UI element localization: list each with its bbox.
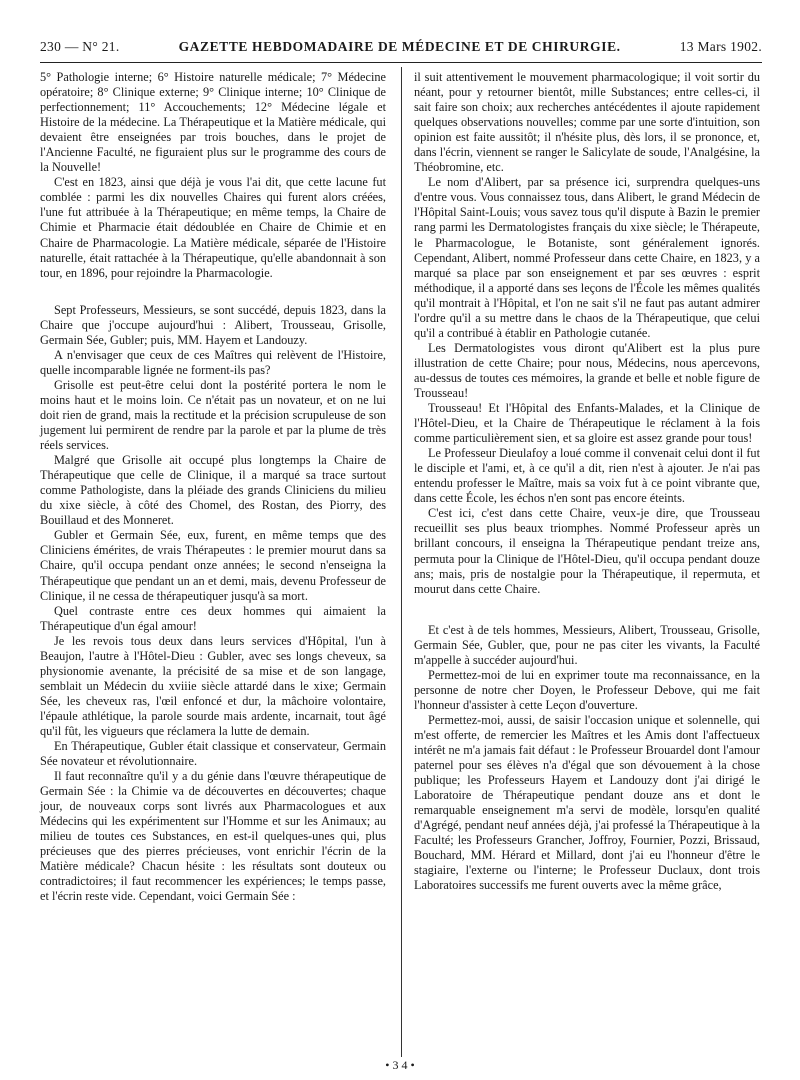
paragraph: En Thérapeutique, Gubler était classique et conservateur, Germain Sée novateur et révolutionnaire. — [40, 739, 386, 769]
header-title: GAZETTE HEBDOMADAIRE DE MÉDECINE ET DE CHIRURGIE. — [178, 39, 621, 54]
page-number: • 3 4 • — [385, 1058, 415, 1072]
paragraph: Les Dermatologistes vous diront qu'Alibert est la plus pure illustration de cette Chaire; pour nous, Médecins, nous apercevons, au-dessus de toutes ces mémoires, la grande et belle et noble figure de Trousseau! — [414, 340, 760, 400]
header-rule — [40, 62, 762, 63]
paragraph: Quel contraste entre ces deux hommes qui aimaient la Thérapeutique d'un égal amour! — [40, 603, 386, 633]
paragraph: Grisolle est peut-être celui dont la postérité portera le nom le moins haut et le moins loin. Ce n'était pas un novateur, et on ne lui doit rien de grand, mais la rectitude et la précision scrupuleuse de son jugement lui permirent de rendre par la parole et par la plume de très réels services. — [40, 377, 386, 453]
paragraph: Le nom d'Alibert, par sa présence ici, surprendra quelques-uns d'entre vous. Vous connaissez tous, dans Alibert, le grand Médecin de l'Hôpital Saint-Louis; vous savez tous qu'il dispute à Bazin le premier rang parmi les Dermatologistes français du xixe siècle; le Thérapeute, le Pharmacologue, le Botaniste, sont généralement ignorés. Cependant, Alibert, nommé Professeur dans cette Chaire, en 1823, y a marqué sa place par son enseignement et par ses œuvres : esprit méthodique, il a apporté dans ses leçons de l'École les mêmes qualités qu'il montrait à l'Hôpital, et l'on ne sait s'il ne faut pas autant admirer l'ordre qu'il a su mettre dans le chaos de la Thérapeutique, que celui qu'il a contribué à établir en Pathologie cutanée. — [414, 175, 760, 340]
paragraph: C'est en 1823, ainsi que déjà je vous l'ai dit, que cette lacune fut comblée : parmi les dix nouvelles Chaires qui furent alors créées, l'une fut attribuée à la Thérapeutique; en même temps, la Chaire de Chimie et Pharmacie était dédoublée en Chaire de Chimie et en Chaire de Pharmacologie. La Matière médicale, séparée de l'Histoire naturelle, était rattachée à la Thérapeutique, qu'elle abandonnait à son tour, en 1896, pour rejoindre la Pharmacologie. — [40, 175, 386, 280]
paragraph: Trousseau! Et l'Hôpital des Enfants-Malades, et la Clinique de l'Hôtel-Dieu, et la Chaire de Thérapeutique le réclament à la fois comme particulièrement sien, et sa gloire est assez grande pour tous! — [414, 401, 760, 446]
column-divider — [401, 67, 402, 1057]
paragraph: Et c'est à de tels hommes, Messieurs, Alibert, Trousseau, Grisolle, Germain Sée, Gubler, que, pour ne pas citer les vivants, la Faculté m'appelle à succéder aujourd'hui. — [414, 622, 760, 667]
header-page: 230 — N° 21. — [40, 39, 120, 54]
paragraph: 5° Pathologie interne; 6° Histoire naturelle médicale; 7° Médecine opératoire; 8° Clinique externe; 9° Clinique interne; 10° Clinique de perfectionnement; 11° Accouchements; 12° Médecine légale et Histoire de la médecine. La Thérapeutique et la Matière médicale, qui devaient être enseignées par trois bouches, dans le projet de l'Ancienne Faculté, ne figuraient plus sur le programme des cours de la Nouvelle! — [40, 70, 386, 175]
paragraph: il suit attentivement le mouvement pharmacologique; il voit sortir du néant, pour y retourner bientôt, mille Substances; entre celles-ci, il sait faire son choix; aux recherches antécédentes il ajoute rapidement quelques observations nouvelles; comme par une sorte d'intuition, son opinion est faite aussitôt; il n'hésite plus, dès lors, il se prononce, et, dans l'écrin, viennent se ranger le Salicylate de soude, l'Analgésine, la Théobromine, etc. — [414, 70, 760, 175]
paragraph: Permettez-moi de lui en exprimer toute ma reconnaissance, en la personne de notre cher Doyen, le Professeur Debove, qui me fait l'honneur d'assister à cette Leçon d'ouverture. — [414, 667, 760, 712]
paragraph: Malgré que Grisolle ait occupé plus longtemps la Chaire de Thérapeutique que celle de Clinique, il a marqué sa trace surtout comme Pathologiste, dans la pléiade des grands Cliniciens du milieu du xixe siècle, à côté des Chomel, des Rostan, des Piorry, des Bouillaud et des Monneret. — [40, 453, 386, 528]
paragraph: C'est ici, c'est dans cette Chaire, veux-je dire, que Trousseau recueillit ses plus beaux triomphes. Nommé Professeur après un brillant concours, il enseigna la Thérapeutique pendant treize ans, permuta pour la Clinique de l'Hôtel-Dieu, qu'il occupa pendant douze ans; mais, pris de nostalgie pour la Thérapeutique, il repermuta, et mourut dans cette Chaire. — [414, 506, 760, 596]
header-date: 13 Mars 1902. — [679, 39, 762, 54]
paragraph: Je les revois tous deux dans leurs services d'Hôpital, l'un à Beaujon, l'autre à l'Hôtel-Dieu : Gubler, avec ses longs cheveux, sa physionomie avenante, la précisité de sa mise et de son langage, semblait un Médecin du xviiie siècle attardé dans le xixe; Germain Sée, les cheveux ras, l'œil enfoncé et dur, la mâchoire volontaire, l'épaule athlétique, la parole sourde mais ardente, incarnait, tout âgé qu'il fût, les vigueurs que réclamera la lutte de demain. — [40, 633, 386, 738]
right-column — [414, 70, 760, 893]
paragraph: Sept Professeurs, Messieurs, se sont succédé, depuis 1823, dans la Chaire que j'occupe aujourd'hui : Alibert, Trousseau, Grisolle, Germain Sée, Gubler; puis, MM. Hayem et Landouzy. — [40, 302, 386, 347]
running-header — [40, 39, 762, 61]
paragraph: Le Professeur Dieulafoy a loué comme il convenait celui dont il fut le disciple et l'ami, et, à ce qu'il a dit, rien n'est à ajouter. Je n'ai pas entendu professer le Maître, mais sa voix fut à ce point vibrante que, dans cette École, les échos n'en sont pas encore éteints. — [414, 446, 760, 506]
paragraph: Gubler et Germain Sée, eux, furent, en même temps que des Cliniciens émérites, de vrais Thérapeutes : le premier mourut dans sa Chaire, qu'il occupa pendant onze années; le second n'enseigna la Thérapeutique que pendant un an et demi, mais, devenu Professeur de Clinique, il ne cessa de thérapeutiquer jusqu'à sa mort. — [40, 528, 386, 603]
paragraph: Permettez-moi, aussi, de saisir l'occasion unique et solennelle, qui m'est offerte, de remercier les Maîtres et les Amis dont l'affectueux intérêt ne m'a jamais fait défaut : le Professeur Brouardel dont l'amour paternel pour ses élèves n'a d'égal que son dévouement à la chose publique; les Professeurs Hayem et Landouzy dont j'ai dirigé le Laboratoire de Thérapeutique pendant douze ans et dont le remarquable enseignement m'a servi de modèle, lorsqu'en qualité d'Agrégé, pendant neuf années déjà, j'ai professé la Thérapeutique à la Faculté; les Professeurs Grancher, Joffroy, Fournier, Pozzi, Brissaud, Bouchard, MM. Hérard et Millard, dont j'ai eu l'honneur d'être le stagiaire, l'externe ou l'interne; le Professeur Duclaux, dont trois Laboratoires successifs me furent ouverts avec la même grâce, — [414, 712, 760, 893]
paragraph: Il faut reconnaître qu'il y a du génie dans l'œuvre thérapeutique de Germain Sée : la Chimie va de découvertes en découvertes; chaque jour, de nouveaux corps sont livrés aux Pharmacologues et aux Médecins qui les expérimentent sur l'Homme et sur les Animaux; au milieu de toutes ces Substances, en est-il quelques-unes qui, plus précieuses que des pierres précieuses, vont enrichir l'écrin de la Matière médicale? Chacun hésite : les résultats sont douteux ou contradictoires; il faut recommencer les expériences; le temps passe, et l'écrin reste vide. Cependant, voici Germain Sée : — [40, 769, 386, 904]
paragraph: A n'envisager que ceux de ces Maîtres qui relèvent de l'Histoire, quelle incomparable lignée ne forment-ils pas? — [40, 347, 386, 377]
left-column — [40, 70, 386, 905]
